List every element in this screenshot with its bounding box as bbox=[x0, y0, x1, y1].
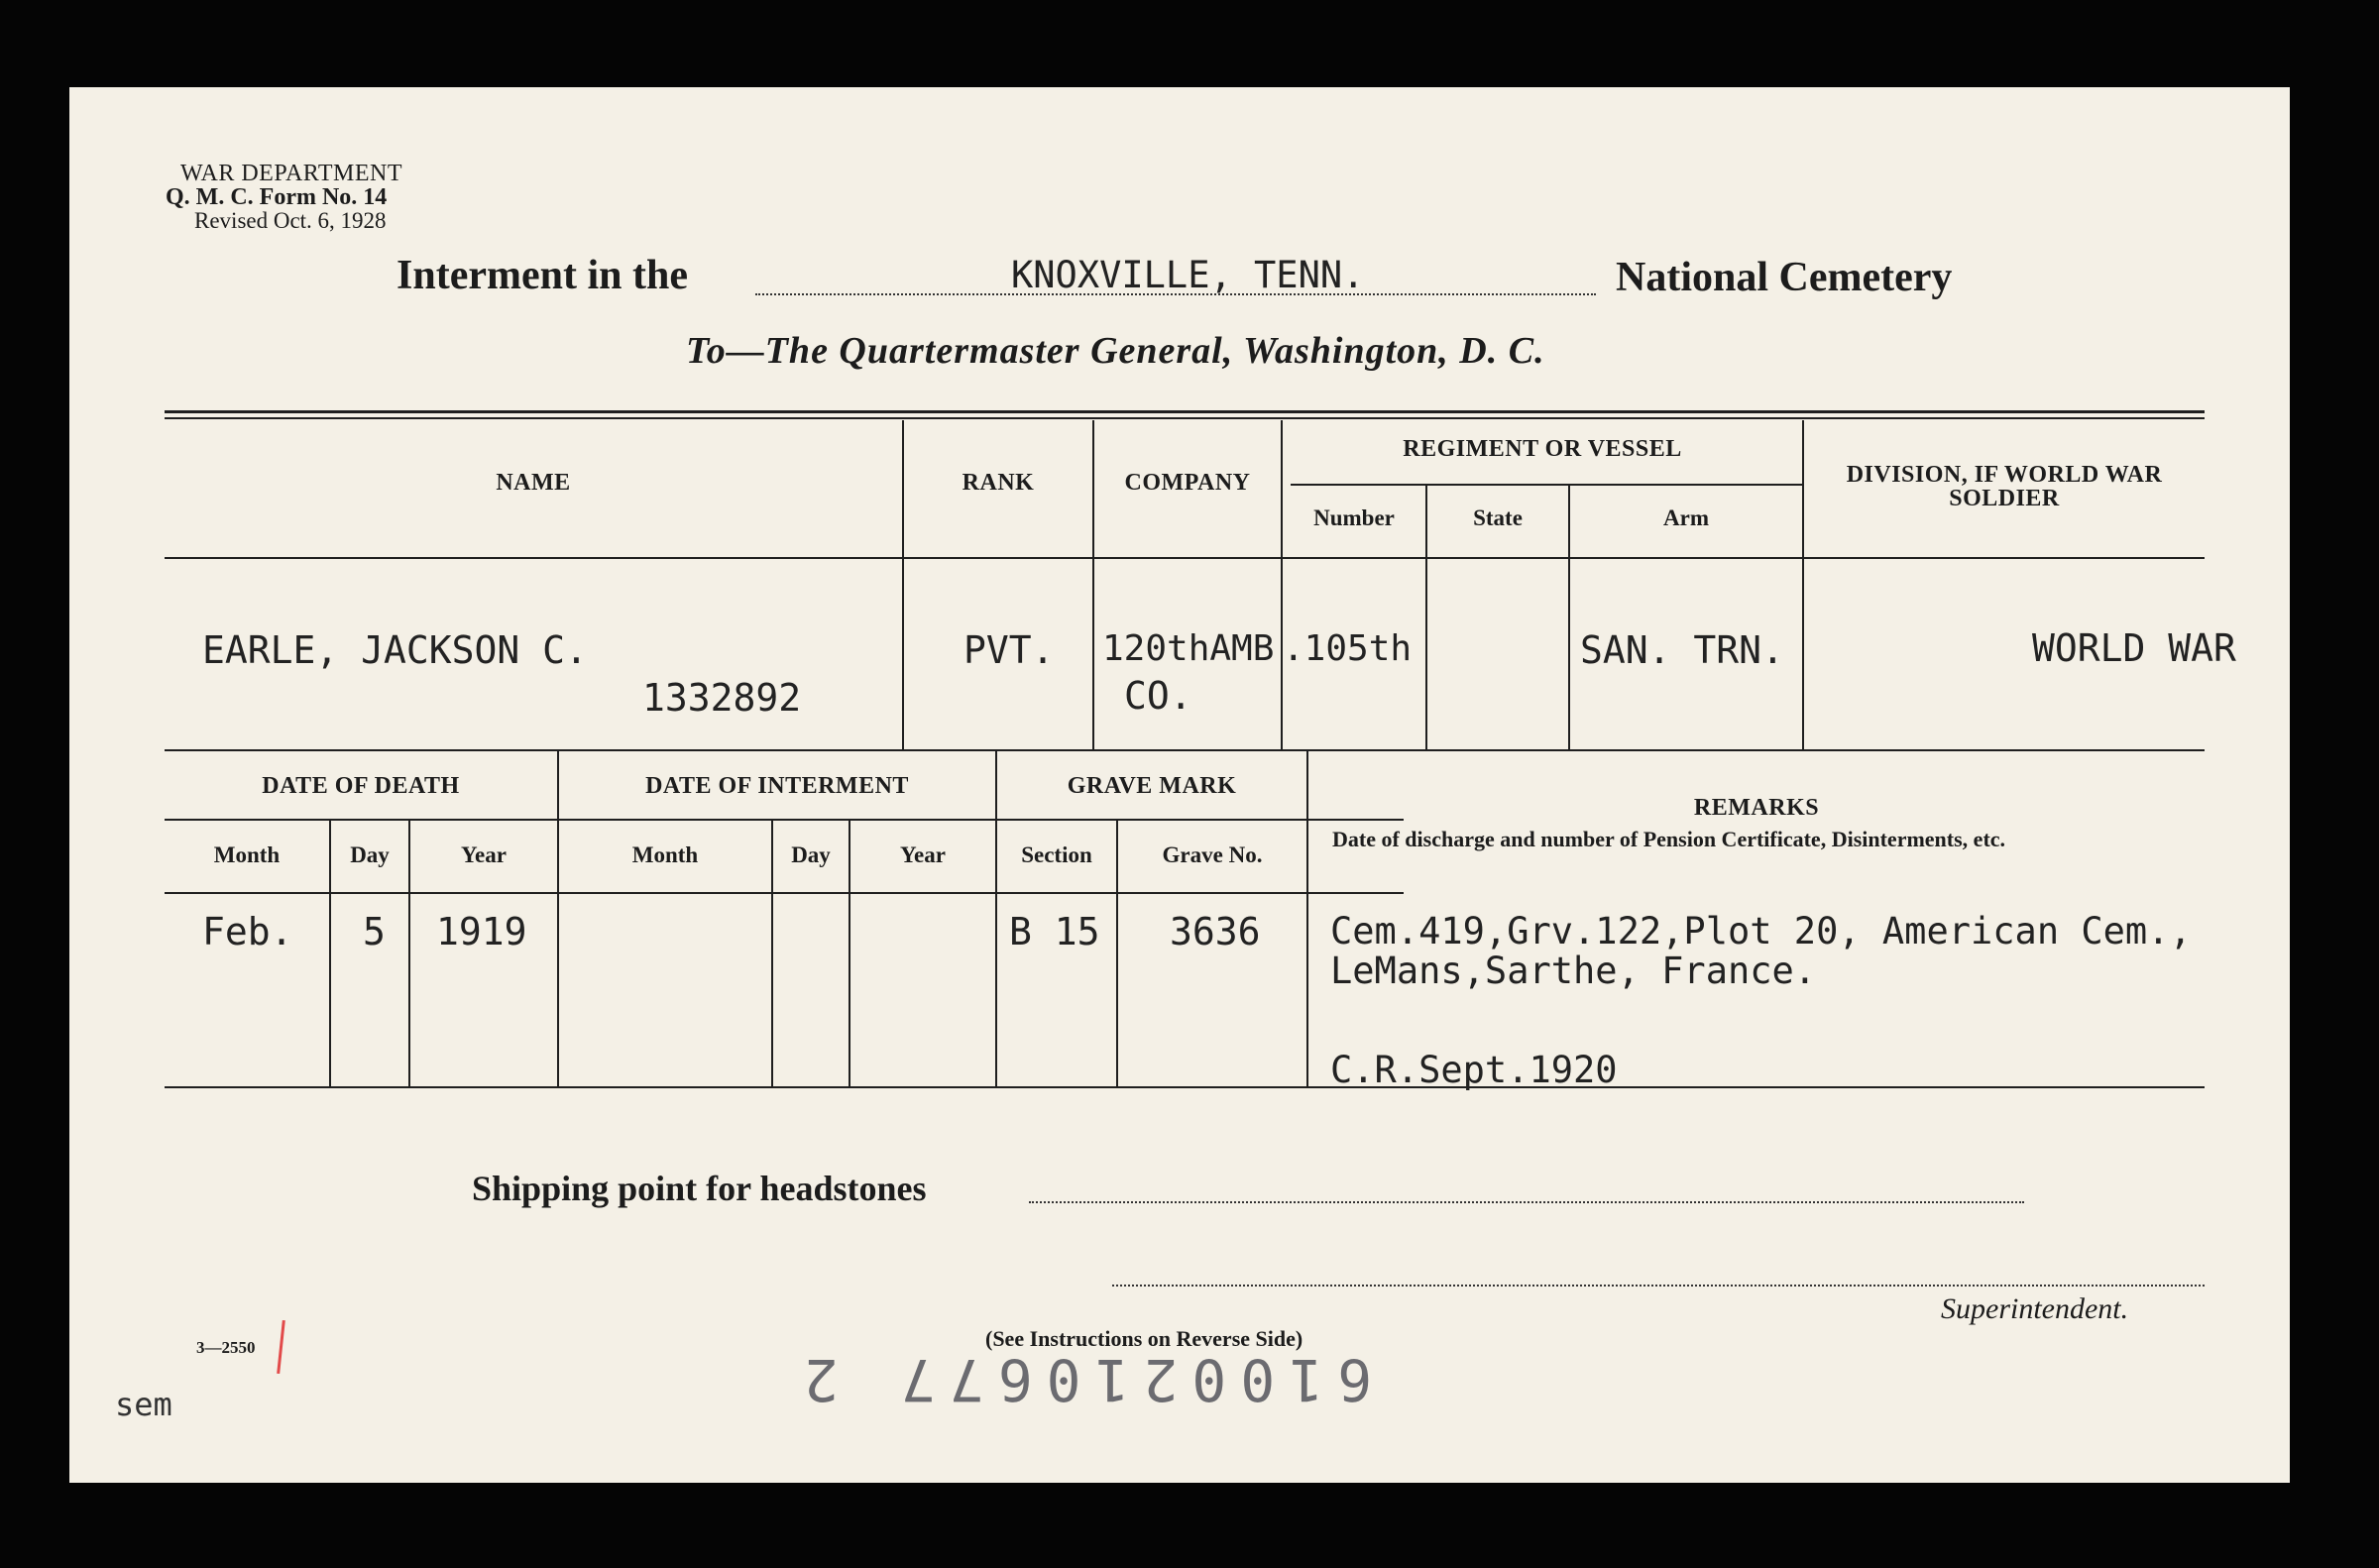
record-death-day: 5 bbox=[363, 910, 386, 953]
top-rule bbox=[165, 410, 2205, 413]
shipping-label: Shipping point for headstones bbox=[472, 1169, 927, 1208]
col-sep-company bbox=[1281, 420, 1283, 749]
header-death-month: Month bbox=[213, 842, 281, 867]
header-rank: RANK bbox=[962, 470, 1035, 496]
header-date-of-interment: DATE OF INTERMENT bbox=[645, 773, 909, 799]
record-section: B 15 bbox=[1009, 910, 1100, 953]
record-division: WORLD WAR bbox=[2032, 626, 2236, 670]
header-grave-mark: GRAVE MARK bbox=[1067, 773, 1237, 799]
interment-label: Interment in the bbox=[396, 253, 688, 298]
shipping-dotted-line bbox=[1029, 1201, 2024, 1203]
cemetery-value: KNOXVILLE, TENN. bbox=[1011, 254, 1365, 296]
record-remarks-line2: LeMans,Sarthe, France. bbox=[1330, 950, 1817, 992]
addressee: To—The Quartermaster General, Washington, D. C. bbox=[686, 330, 1545, 372]
header-state: State bbox=[1473, 505, 1523, 530]
header-remarks-sub: Date of discharge and number of Pension Certificate, Disinterments, etc. bbox=[1332, 827, 2006, 851]
record-arm: SAN. TRN. bbox=[1580, 628, 1784, 672]
upper-table-bottom bbox=[165, 749, 2205, 751]
header-interment-day: Day bbox=[791, 842, 831, 867]
lower-subheader-line-left bbox=[165, 819, 1404, 821]
record-remarks-line1: Cem.419,Grv.122,Plot 20, American Cem., bbox=[1330, 910, 2192, 952]
header-interment-month: Month bbox=[631, 842, 699, 867]
header-interment-year: Year bbox=[900, 842, 946, 867]
record-death-month: Feb. bbox=[202, 910, 293, 953]
upper-header-bottom bbox=[165, 557, 2205, 559]
record-company-line2: CO. bbox=[1124, 674, 1192, 718]
clerk-initials: sem bbox=[115, 1386, 172, 1423]
header-death-year: Year bbox=[461, 842, 507, 867]
print-code: 3—2550 bbox=[196, 1338, 256, 1357]
record-regiment-number: .105th bbox=[1283, 628, 1413, 669]
instructions-note: (See Instructions on Reverse Side) bbox=[985, 1326, 1303, 1351]
superintendent-label: Superintendent. bbox=[1941, 1292, 2129, 1325]
record-name: EARLE, JACKSON C. bbox=[202, 628, 588, 672]
header-remarks: REMARKS bbox=[1693, 795, 1820, 821]
record-grave-no: 3636 bbox=[1170, 910, 1261, 953]
record-remarks-line3: C.R.Sept.1920 bbox=[1330, 1049, 1618, 1091]
stamp-number: 6100210677 2 bbox=[790, 1346, 1373, 1413]
red-tick-mark bbox=[277, 1320, 285, 1374]
header-section: Section bbox=[1021, 842, 1092, 867]
lower-table-bottom bbox=[165, 1086, 2205, 1088]
header-division-line1: DIVISION, IF WORLD WAR bbox=[1846, 462, 2163, 488]
top-rule-inner bbox=[165, 417, 2205, 419]
header-name: NAME bbox=[496, 470, 571, 496]
header-regiment: REGIMENT OR VESSEL bbox=[1403, 436, 1682, 462]
record-service-number: 1332892 bbox=[642, 676, 802, 720]
form-number: Q. M. C. Form No. 14 bbox=[166, 184, 388, 210]
header-arm: Arm bbox=[1663, 505, 1709, 530]
record-company-line1: 120thAMB bbox=[1102, 628, 1275, 669]
lower-header-bottom bbox=[165, 892, 1404, 894]
form-dept: WAR DEPARTMENT bbox=[180, 161, 403, 186]
header-date-of-death: DATE OF DEATH bbox=[262, 773, 460, 799]
record-death-year: 1919 bbox=[436, 910, 527, 953]
national-cemetery-label: National Cemetery bbox=[1616, 255, 1953, 300]
col-sep-interment-grave bbox=[995, 751, 997, 1086]
header-death-day: Day bbox=[350, 842, 390, 867]
header-grave-no: Grave No. bbox=[1162, 842, 1263, 867]
record-rank: PVT. bbox=[963, 628, 1055, 672]
form-revised: Revised Oct. 6, 1928 bbox=[194, 208, 387, 233]
col-sep-death-interment bbox=[557, 751, 559, 1086]
interment-card bbox=[69, 87, 2290, 1483]
header-division-line2: SOLDIER bbox=[1949, 486, 2060, 511]
header-company: COMPANY bbox=[1124, 470, 1251, 496]
regiment-subline bbox=[1291, 484, 1804, 486]
header-number: Number bbox=[1313, 505, 1395, 530]
superintendent-dotted-line bbox=[1112, 1285, 2205, 1287]
